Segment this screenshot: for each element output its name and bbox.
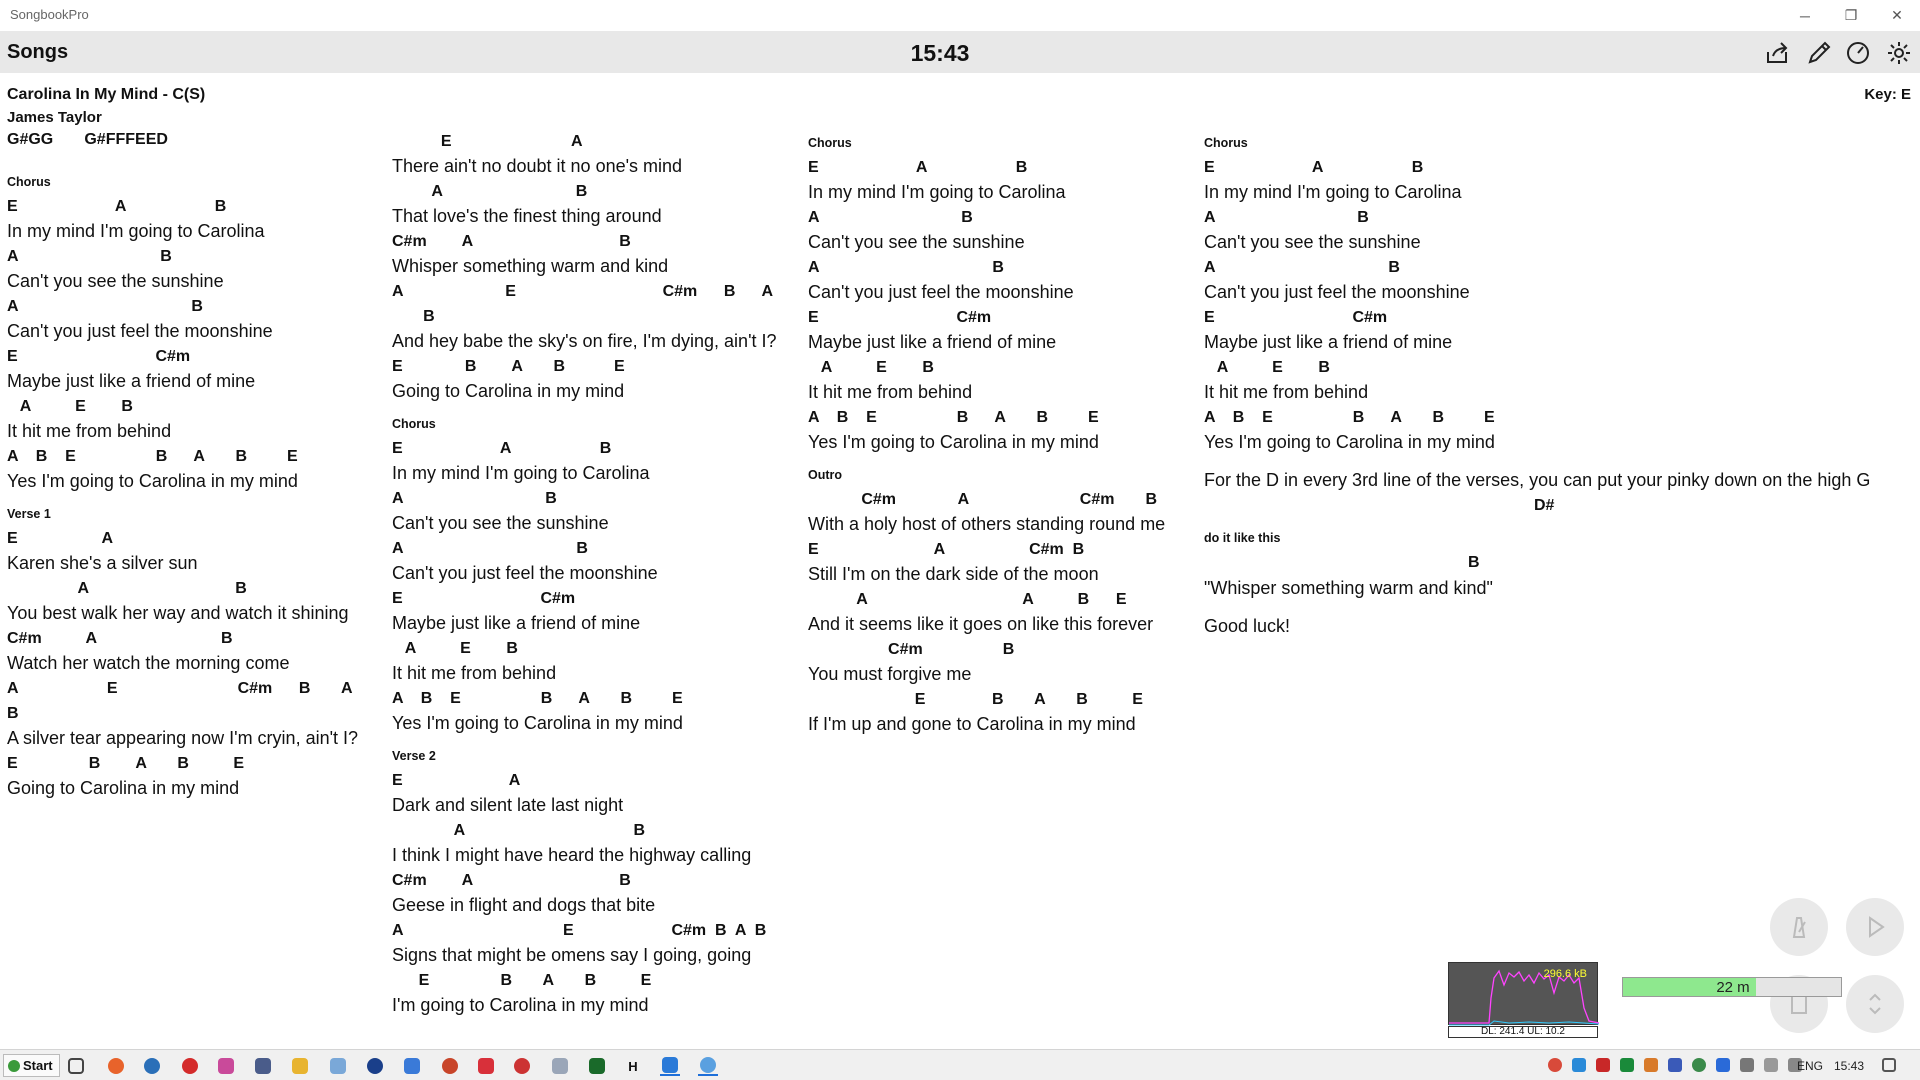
lyric-text: Still I'm on the dark side of the moon	[808, 564, 1099, 584]
lyric-text: Maybe just like a friend of mine	[1204, 332, 1453, 352]
taskbar-app-4[interactable]	[216, 1056, 236, 1076]
chord-line: E C#m	[7, 348, 191, 365]
songs-nav-title[interactable]: Songs	[7, 41, 69, 63]
lyric-text: I think I might have heard the highway calling	[392, 845, 752, 865]
lyric-line	[808, 355, 1198, 405]
lyric-line	[7, 194, 382, 244]
metronome-icon	[1786, 914, 1812, 940]
lyric-text: In my mind I'm going to Carolina	[392, 463, 650, 483]
taskbar-app-2[interactable]	[142, 1056, 162, 1076]
battery-icon[interactable]	[1740, 1058, 1754, 1072]
lyric-line	[808, 155, 1198, 205]
lyric-line	[7, 444, 382, 494]
lyric-text: Can't you see the sunshine	[7, 271, 224, 291]
lyric-line	[7, 676, 382, 701]
task-view-button[interactable]	[66, 1056, 86, 1076]
chord-line: A E B	[1204, 359, 1330, 376]
chord-line: A B E B A B E	[7, 448, 298, 465]
song-title: Carolina In My Mind - C(S)	[7, 86, 206, 103]
lyric-line	[392, 354, 802, 404]
lyric-line	[7, 626, 382, 676]
edit-button[interactable]	[1804, 38, 1834, 68]
tray-icon-5[interactable]	[1644, 1058, 1658, 1072]
app-music-icon	[514, 1058, 530, 1074]
chord-line: A B	[808, 209, 973, 226]
chord-line: E A	[392, 772, 521, 789]
lyric-text: You must forgive me	[808, 664, 972, 684]
folder-icon	[292, 1058, 308, 1074]
chord-line: A B	[1204, 209, 1369, 226]
lyric-text: Yes I'm going to Carolina in my mind	[808, 432, 1099, 452]
restore-icon: ❐	[1844, 7, 1858, 23]
note-pinky: For the D in every 3rd line of the verses, you can put your pinky down on the high G	[1204, 470, 1871, 490]
lyric-text: In my mind I'm going to Carolina	[1204, 182, 1462, 202]
taskbar-app-16[interactable]	[660, 1056, 680, 1076]
app-header	[0, 31, 1920, 73]
app-circle-icon	[367, 1058, 383, 1074]
lyric-line	[1204, 205, 1916, 255]
lyric-line	[7, 294, 382, 344]
lyric-line	[392, 536, 802, 586]
lyric-text: That love's the finest thing around	[392, 206, 662, 226]
lyric-text: It hit me from behind	[808, 382, 973, 402]
lyric-line	[392, 818, 802, 868]
lyric-line	[808, 405, 1198, 455]
settings-gear-icon	[1886, 40, 1912, 66]
lyric-text: It hit me from behind	[1204, 382, 1369, 402]
network-rate: 296.6 kB	[1543, 968, 1587, 980]
chord-line: E B A B E	[392, 358, 625, 375]
lyric-line	[392, 179, 802, 229]
lyric-line	[392, 279, 802, 304]
app-red-t-icon	[182, 1058, 198, 1074]
lyric-line	[808, 205, 1198, 255]
chord-line: C#m A B	[392, 872, 631, 889]
lyric-line	[392, 768, 802, 818]
lyric-text: Can't you just feel the moonshine	[392, 563, 658, 583]
lyric-text: Watch her watch the morning come	[7, 653, 290, 673]
lyric-text: In my mind I'm going to Carolina	[7, 221, 265, 241]
lyric-line	[392, 636, 802, 686]
lyric-line	[392, 918, 802, 968]
lyric-line	[1204, 255, 1916, 305]
chord-line: E A B	[1204, 159, 1424, 176]
chord-line: A B	[392, 540, 588, 557]
taskbar-app-9[interactable]	[402, 1056, 422, 1076]
metronome-button[interactable]	[1770, 898, 1828, 956]
lyric-text: And it seems like it goes on like this forever	[808, 614, 1154, 634]
taskbar-app-14[interactable]	[587, 1056, 607, 1076]
app-notes-icon	[330, 1058, 346, 1074]
lyric-text: Maybe just like a friend of mine	[392, 613, 641, 633]
lyric-line	[1204, 355, 1916, 405]
maximize-button[interactable]	[1828, 0, 1874, 31]
lyric-text: You best walk her way and watch it shining	[7, 603, 349, 623]
section-label: Chorus	[808, 136, 852, 150]
lyric-line	[7, 751, 382, 801]
tray-icon-1[interactable]	[1548, 1058, 1562, 1072]
language-indicator[interactable]	[1797, 1056, 1823, 1076]
chord-line: E A	[392, 133, 583, 150]
start-logo-icon	[8, 1060, 20, 1072]
app-scissors-icon	[442, 1058, 458, 1074]
taskbar-app-5[interactable]	[253, 1056, 273, 1076]
lyric-text: Going to Carolina in my mind	[392, 381, 625, 401]
play-icon	[1862, 914, 1888, 940]
lyric-text: There ain't no doubt it no one's mind	[392, 156, 683, 176]
lyric-text: Can't you just feel the moonshine	[7, 321, 273, 341]
section-label: Chorus	[7, 175, 51, 189]
chord-line: A B E B A B E	[808, 409, 1099, 426]
lyric-line	[808, 487, 1198, 537]
lyric-line	[7, 576, 382, 626]
taskbar-app-11[interactable]	[476, 1056, 496, 1076]
close-button[interactable]	[1874, 0, 1920, 31]
lyric-text: It hit me from behind	[7, 421, 172, 441]
taskbar-time: 15:43	[1834, 1059, 1865, 1073]
lyric-text: Going to Carolina in my mind	[7, 778, 240, 798]
lyric-line	[7, 394, 382, 444]
lyric-text: Karen she's a silver sun	[7, 553, 198, 573]
app-document-icon	[255, 1058, 271, 1074]
scroll-button[interactable]	[1846, 975, 1904, 1033]
tray-icon-3[interactable]	[1596, 1058, 1610, 1072]
app-globe-icon	[700, 1057, 716, 1073]
tray-icon-7[interactable]	[1692, 1058, 1706, 1072]
lyric-text: Can't you see the sunshine	[1204, 232, 1421, 252]
autoscroll-speed-icon	[1845, 40, 1871, 66]
chord-line: E A B	[7, 198, 227, 215]
app-pdf-icon	[478, 1058, 494, 1074]
lyric-text: A silver tear appearing now I'm cryin, ain't I?	[7, 728, 359, 748]
chord-line: A E C#m B A	[7, 680, 353, 697]
lyric-line	[1204, 155, 1916, 205]
chord-line: A E B	[392, 640, 518, 657]
chord-line: B	[392, 308, 435, 325]
chord-line: E B A B E	[7, 755, 245, 772]
section-label: Chorus	[392, 417, 436, 431]
taskbar-app-8[interactable]	[365, 1056, 385, 1076]
lyric-line	[392, 968, 802, 1018]
lyric-text: Can't you see the sunshine	[392, 513, 609, 533]
share-button[interactable]	[1762, 38, 1792, 68]
lyrics-column-1	[7, 170, 382, 801]
lyric-text: Yes I'm going to Carolina in my mind	[392, 713, 683, 733]
chord-line: A E C#m B A	[392, 283, 774, 300]
lyric-line	[392, 686, 802, 736]
lyric-line	[808, 687, 1198, 737]
keyboard-icon[interactable]	[1770, 1058, 1784, 1072]
section-label-do-it: do it like this	[1204, 531, 1281, 545]
chord-line: A E B	[7, 398, 133, 415]
taskbar-app-firefox[interactable]	[106, 1056, 126, 1076]
lyric-text: Yes I'm going to Carolina in my mind	[7, 471, 298, 491]
song-timer-bar[interactable]	[1622, 977, 1842, 997]
bluetooth-icon[interactable]	[1716, 1058, 1730, 1072]
chord-line: E A B	[808, 159, 1028, 176]
lyric-line	[808, 587, 1198, 637]
taskbar-clock[interactable]	[1834, 1056, 1864, 1076]
chord-line: A B	[392, 183, 588, 200]
lyric-line	[7, 244, 382, 294]
lyric-text: It hit me from behind	[392, 663, 557, 683]
close-icon: ✕	[1891, 7, 1903, 23]
window-titlebar	[0, 0, 1920, 31]
play-button[interactable]	[1846, 898, 1904, 956]
song-key: Key: E	[1864, 86, 1911, 103]
section-label: Outro	[808, 468, 843, 482]
chord-line: A E C#m B A B	[392, 922, 767, 939]
network-readout: DL: 241.4 UL: 10.2	[1448, 1026, 1598, 1038]
do-it-chord: B	[1468, 554, 1480, 571]
chord-line: A B	[7, 248, 172, 265]
lyric-text: And hey babe the sky's on fire, I'm dying, ain't I?	[392, 331, 777, 351]
lyrics-column-4	[1204, 131, 1916, 639]
app-pink-icon	[218, 1058, 234, 1074]
lyric-line	[392, 229, 802, 279]
chord-line: C#m A B	[392, 233, 631, 250]
lyric-line	[392, 436, 802, 486]
window-title: SongbookPro	[10, 7, 89, 22]
chord-line: E A	[7, 530, 114, 547]
chord-line: A B	[1204, 259, 1400, 276]
app-songbook-icon	[552, 1058, 568, 1074]
lyric-line	[808, 305, 1198, 355]
lyric-line	[392, 868, 802, 918]
app-swirl-icon	[144, 1058, 160, 1074]
lyrics-column-3	[808, 131, 1198, 737]
chord-line: A B	[7, 580, 247, 597]
chord-line: E A B	[392, 440, 612, 457]
tray-icon-4[interactable]	[1620, 1058, 1634, 1072]
lyrics-column-2	[392, 129, 802, 1018]
app-shield-icon	[404, 1058, 420, 1074]
lyric-line	[392, 586, 802, 636]
share-icon	[1764, 40, 1790, 66]
song-timer-label: 22 m	[1716, 979, 1750, 996]
lyric-line	[7, 526, 382, 576]
taskbar-app-13[interactable]	[550, 1056, 570, 1076]
app-blue-shield-icon	[662, 1057, 678, 1073]
song-meta: G#GG G#FFFEED	[7, 131, 168, 148]
lyric-text: Can't you see the sunshine	[808, 232, 1025, 252]
chord-line: C#m B	[808, 641, 1015, 658]
chord-line: E A C#m B	[808, 541, 1085, 558]
lyric-line	[808, 637, 1198, 687]
task-view-icon	[68, 1058, 84, 1074]
tray-icon-2[interactable]	[1572, 1058, 1586, 1072]
autoscroll-button[interactable]	[1843, 38, 1873, 68]
chord-line: E C#m	[1204, 309, 1388, 326]
edit-pencil-icon	[1806, 40, 1832, 66]
network-graph	[1448, 962, 1598, 1025]
chord-line: A B	[392, 822, 646, 839]
start-label: Start	[23, 1058, 53, 1073]
chord-line: E C#m	[808, 309, 992, 326]
note-pinky-chord: D#	[1534, 497, 1555, 514]
tray-icon-6[interactable]	[1668, 1058, 1682, 1072]
taskbar-app-12[interactable]	[512, 1056, 532, 1076]
lyric-text: Dark and silent late last night	[392, 795, 624, 815]
lyric-line	[808, 537, 1198, 587]
lyric-text: Maybe just like a friend of mine	[808, 332, 1057, 352]
lyric-text: Yes I'm going to Carolina in my mind	[1204, 432, 1495, 452]
lyric-line	[7, 344, 382, 394]
section-label: Chorus	[1204, 136, 1248, 150]
taskbar	[0, 1049, 1920, 1080]
section-label: Verse 2	[392, 749, 436, 763]
lyric-text: In my mind I'm going to Carolina	[808, 182, 1066, 202]
do-it-lyric: "Whisper something warm and kind"	[1204, 578, 1493, 598]
chord-line: E B A B E	[808, 691, 1143, 708]
clock-display: 15:43	[910, 40, 970, 66]
start-button[interactable]	[3, 1054, 60, 1077]
lyric-text: Can't you just feel the moonshine	[1204, 282, 1470, 302]
taskbar-app-7[interactable]	[328, 1056, 348, 1076]
chord-line: A B	[808, 259, 1004, 276]
lyric-text: I'm going to Carolina in my mind	[392, 995, 649, 1015]
chord-line: E C#m	[392, 590, 576, 607]
chord-line: A B E B A B E	[392, 690, 683, 707]
lyric-text: Maybe just like a friend of mine	[7, 371, 256, 391]
chord-line: B	[7, 705, 19, 722]
chord-line: A B	[392, 490, 557, 507]
chord-line: A A B E	[808, 591, 1127, 608]
good-luck-note: Good luck!	[1204, 616, 1291, 636]
chord-line: A E B	[808, 359, 934, 376]
lyric-line	[808, 255, 1198, 305]
lyric-line	[392, 304, 802, 354]
lyric-line	[7, 701, 382, 751]
firefox-icon	[108, 1058, 124, 1074]
taskbar-app-songbookpro[interactable]	[698, 1056, 718, 1076]
lyric-line	[1204, 405, 1916, 455]
scroll-updown-icon	[1862, 991, 1888, 1017]
chord-line: E B A B E	[392, 972, 652, 989]
lyric-text: Geese in flight and dogs that bite	[392, 895, 656, 915]
minimize-button[interactable]	[1782, 0, 1828, 31]
app-h-icon: H	[628, 1058, 638, 1074]
settings-button[interactable]	[1884, 38, 1914, 68]
taskbar-app-10[interactable]	[440, 1056, 460, 1076]
lyric-text: If I'm up and gone to Carolina in my mind	[808, 714, 1136, 734]
taskbar-app-explorer[interactable]	[290, 1056, 310, 1076]
chord-line: C#m A C#m B	[808, 491, 1158, 508]
lyric-line	[392, 129, 802, 179]
taskbar-app-h[interactable]	[623, 1056, 643, 1076]
lyric-line	[1204, 305, 1916, 355]
app-green-icon	[589, 1058, 605, 1074]
taskbar-app-3[interactable]	[180, 1056, 200, 1076]
lyric-text: Whisper something warm and kind	[392, 256, 669, 276]
minimize-icon: ─	[1800, 7, 1810, 24]
chord-line: A B	[7, 298, 203, 315]
language-label: ENG	[1797, 1059, 1824, 1073]
notification-icon[interactable]	[1882, 1058, 1896, 1072]
section-label: Verse 1	[7, 507, 51, 521]
lyric-line	[392, 486, 802, 536]
chord-line: C#m A B	[7, 630, 233, 647]
lyric-text: With a holy host of others standing round me	[808, 514, 1166, 534]
lyric-text: Can't you just feel the moonshine	[808, 282, 1074, 302]
lyric-text: Signs that might be omens say I going, going	[392, 945, 752, 965]
chord-line: A B E B A B E	[1204, 409, 1495, 426]
song-artist: James Taylor	[7, 109, 102, 126]
